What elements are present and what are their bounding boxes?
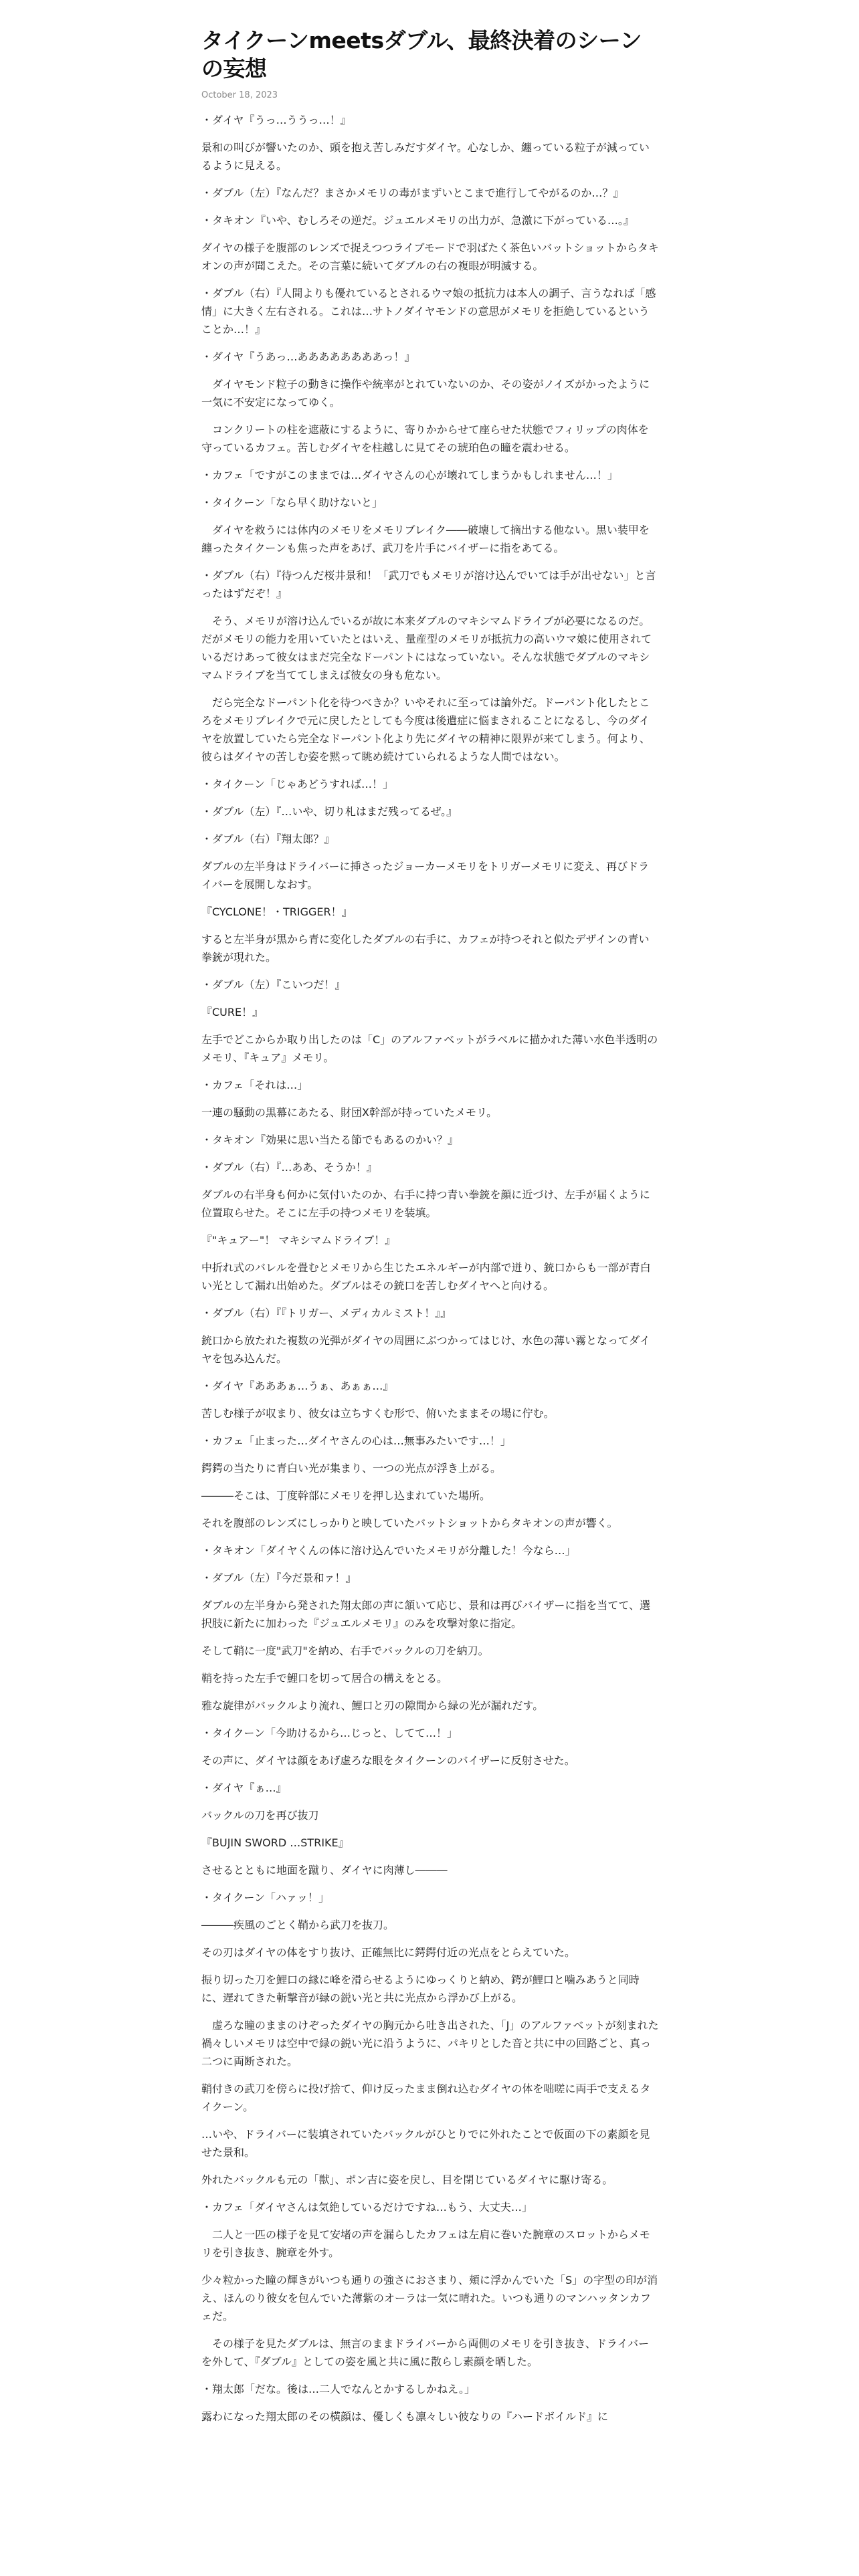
article-paragraph: ・ダブル（右）『…ああ、そうか！』	[201, 1161, 377, 1174]
article-paragraph: 『CURE！』	[201, 1006, 264, 1018]
article-paragraph: ・翔太郎「だな。後は…二人でなんとかするしかねえ。」	[201, 2383, 475, 2395]
article-paragraph: 『BUJIN SWORD …STRIKE』	[201, 1836, 349, 1849]
article-paragraph: 鍔鍔の当たりに青白い光が集まり、一つの光点が浮き上がる。	[201, 1462, 502, 1475]
article-paragraph: ・タキオン『いや、むしろその逆だ。ジュエルメモリの出力が、急激に下がっている…。』	[201, 214, 634, 227]
article-paragraph: ・ダイヤ『ぁ…』	[201, 1782, 287, 1794]
article	[201, 27, 659, 2435]
article-paragraph: ダブルの左半身から発された翔太郎の声に頷いて応じ、景和は再びバイザーに指を当てて、選択肢に新たに加わった『ジュエルメモリ』のみを攻撃対象に指定。	[201, 1599, 651, 1630]
article-paragraph: ・カフェ「ですがこのままでは…ダイヤさんの心が壊れてしまうかもしれません…！」	[201, 469, 618, 481]
article-paragraph: ―――疾風のごとく鞘から武刀を抜刀。	[201, 1919, 395, 1931]
article-paragraph: 中折れ式のバレルを畳むとメモリから生じたエネルギーが内部で迸り、銃口からも一部が青白い光として漏れ出始めた。ダブルはその銃口を苦しむダイヤへと向ける。	[201, 1261, 651, 1292]
article-paragraph: ・タキオン「ダイヤくんの体に溶け込んでいたメモリが分離した！今なら…」	[201, 1544, 576, 1557]
article-paragraph: ・ダブル（右）『待つんだ桜井景和！「武刀でもメモリが溶け込んでいては手が出せない」と言ったはずだぞ！』	[201, 569, 656, 600]
article-paragraph: ダイヤモンド粒子の動きに操作や統率がとれていないのか、その姿がノイズがかったように一気に不安定になってゆく。	[201, 378, 650, 409]
article-paragraph: 虚ろな瞳のままのけぞったダイヤの胸元から吐き出された、「J」のアルファベットが刻まれた禍々しいメモリは空中で緑の鋭い光に沿うように、パキリとした音と共に中の回路ごと、真っ二つに両断された。	[201, 2019, 659, 2068]
article-paragraph: ダブルの左半身はドライバーに挿さったジョーカーメモリをトリガーメモリに変え、再びドライバーを展開しなおす。	[201, 860, 650, 891]
article-paragraph: 苦しむ様子が収まり、彼女は立ちすくむ形で、俯いたままその場に佇む。	[201, 1407, 555, 1420]
article-paragraph: ・ダブル（右）『人間よりも優れているとされるウマ娘の抵抗力は本人の調子、言うなれば「感情」に大きく左右される。これは…サトノダイヤモンドの意思がメモリを拒絶しているということか…！』	[201, 287, 656, 336]
article-paragraph: 鞘を持った左手で鯉口を切って居合の構えをとる。	[201, 1672, 448, 1685]
article-paragraph: 振り切った刀を鯉口の縁に峰を滑らせるようにゆっくりと納め、鍔が鯉口と噛みあうと同時に、遅れてきた斬撃音が緑の鋭い光と共に光点から浮かび上がる。	[201, 1973, 640, 2004]
article-paragraph: ・ダブル（左）『…いや、切り札はまだ残ってるぜ。』	[201, 805, 458, 818]
article-paragraph: ・タイクーン「今助けるから…じっと、してて…！」	[201, 1727, 458, 1739]
article-date: October 18, 2023	[201, 90, 278, 100]
article-paragraph: ・ダイヤ『あああぁ…うぁ、あぁぁ…』	[201, 1380, 394, 1392]
article-paragraph: させるとともに地面を蹴り、ダイヤに肉薄し―――	[201, 1864, 448, 1876]
article-paragraph: 『CYCLONE！・TRIGGER！』	[201, 905, 353, 918]
article-paragraph: ダイヤを救うには体内のメモリをメモリブレイク――破壊して摘出する他ない。黒い装甲を纏ったタイクーンも焦った声をあげ、武刀を片手にバイザーに指をあてる。	[201, 524, 650, 554]
article-paragraph: ダイヤの様子を腹部のレンズで捉えつつライブモードで羽ばたく茶色いバットショットからタキオンの声が聞こえた。その言葉に続いてダブルの右の複眼が明滅する。	[201, 241, 659, 272]
article-paragraph: その刃はダイヤの体をすり抜け、正確無比に鍔鍔付近の光点をとらえていた。	[201, 1946, 576, 1959]
article-paragraph: 少々粒かった瞳の輝きがいつも通りの強さにおさまり、頬に浮かんでいた「S」の字型の印が消え、ほんのり彼女を包んでいた薄紫のオーラは一気に晴れた。いつも通りのマンハッタンカフェだ。	[201, 2274, 658, 2323]
article-paragraph: ・タイクーン「じゃあどうすれば…！」	[201, 778, 394, 790]
article-paragraph: だら完全なドーパント化を待つべきか？いやそれに至っては論外だ。ドーパント化したところをメモリブレイクで元に戻したとしても今度は後遺症に悩まされることになるし、今のダイヤを放置していたら完全なドーパント化より先にダイヤの精神に限界が来てしまう。何より、彼らはダイヤの苦しむ姿を黙って眺め続けていられるような人間ではない。	[201, 696, 650, 763]
article-paragraph: ・ダイヤ『うあっ…ああああああああっ！』	[201, 350, 415, 363]
article-paragraph: 外れたバックルも元の「獣」、ポン吉に姿を戻し、目を閉じているダイヤに駆け寄る。	[201, 2173, 613, 2186]
article-paragraph: 景和の叫びが響いたのか、頭を抱え苦しみだすダイヤ。心なしか、纏っている粒子が減っているように見える。	[201, 141, 650, 172]
article-paragraph: 銃口から放たれた複数の光弾がダイヤの周囲にぶつかってはじけ、水色の薄い霧となってダイヤを包み込んだ。	[201, 1334, 650, 1365]
article-paragraph: ・ダブル（左）『こいつだ！』	[201, 978, 346, 991]
article-paragraph: 鞘付きの武刀を傍らに投げ捨て、仰け反ったまま倒れ込むダイヤの体を咄嗟に両手で支えるタイクーン。	[201, 2082, 651, 2113]
article-paragraph: 雅な旋律がバックルより流れ、鯉口と刃の隙間から緑の光が漏れだす。	[201, 1699, 544, 1712]
article-paragraph: 露わになった翔太郎のその横顔は、優しくも凛々しい彼なりの『ハードボイルド』に	[201, 2410, 609, 2423]
article-paragraph: その声に、ダイヤは顔をあげ虚ろな眼をタイクーンのバイザーに反射させた。	[201, 1754, 575, 1767]
article-body	[201, 111, 659, 2426]
article-paragraph: ・ダイヤ『うっ…ううっ…！』	[201, 114, 351, 126]
article-paragraph: その様子を見たダブルは、無言のままドライバーから両側のメモリを引き抜き、ドライバーを外して、『ダブル』としての姿を風と共に風に散らし素顔を晒した。	[201, 2337, 650, 2368]
article-paragraph: そして鞘に一度"武刀"を納め、右手でバックルの刀を納刀。	[201, 1644, 489, 1657]
article-paragraph: 二人と一匹の様子を見て安堵の声を漏らしたカフェは左肩に巻いた腕章のスロットからメモリを引き抜き、腕章を外す。	[201, 2228, 650, 2259]
article-paragraph: ・タキオン『効果に思い当たる節でもあるのかい？』	[201, 1134, 459, 1146]
article-paragraph: ・ダブル（左）『今だ景和ァ！』	[201, 1572, 357, 1584]
article-paragraph: ダブルの右半身も何かに気付いたのか、右手に持つ青い拳銃を顔に近づけ、左手が届くように位置取らせた。そこに左手の持つメモリを装填。	[201, 1188, 650, 1219]
article-paragraph: ・ダブル（左）『なんだ？まさかメモリの毒がまずいとこまで進行してやがるのか…？』	[201, 187, 624, 199]
article-paragraph: バックルの刀を再び抜刀	[201, 1809, 319, 1822]
article-paragraph: ・タイクーン「ハァッ！」	[201, 1891, 330, 1904]
article-paragraph: それを腹部のレンズにしっかりと映していたバットショットからタキオンの声が響く。	[201, 1517, 618, 1529]
article-paragraph: ―――そこは、丁度幹部にメモリを押し込まれていた場所。	[201, 1489, 491, 1502]
article-paragraph: ・カフェ「止まった…ダイヤさんの心は…無事みたいです…！」	[201, 1434, 511, 1447]
article-paragraph: 『"キュアー"！ マキシマムドライブ！』	[201, 1234, 396, 1247]
article-paragraph: 一連の騒動の黒幕にあたる、財団X幹部が持っていたメモリ。	[201, 1106, 498, 1119]
article-paragraph: ・カフェ「ダイヤさんは気絶しているだけですね…もう、大丈夫…」	[201, 2201, 533, 2214]
article-paragraph: すると左半身が黒から青に変化したダブルの右手に、カフェが持つそれと似たデザインの青い拳銃が現れた。	[201, 933, 650, 964]
article-paragraph: ・カフェ「それは…」	[201, 1079, 308, 1091]
article-paragraph: そう、メモリが溶け込んでいるが故に本来ダブルのマキシマムドライブが必要になるのだ。だがメモリの能力を用いていたとはいえ、量産型のメモリが抵抗力の高いウマ娘に使用されているだけあって彼女はまだ完全なドーパントにはなっていない。そんな状態でダブルのマキシマムドライブを当ててしまえば彼女の身も危ない。	[201, 615, 652, 681]
article-paragraph: ・タイクーン「なら早く助けないと」	[201, 496, 383, 509]
article-paragraph: コンクリートの柱を遮蔽にするように、寄りかからせて座らせた状態でフィリップの肉体を守っているカフェ。苦しむダイヤを柱越しに見てその琥珀色の瞳を震わせる。	[201, 423, 649, 454]
article-title: タイクーンmeetsダブル、最終決着のシーンの妄想	[201, 27, 642, 82]
article-paragraph: ・ダブル（右）『『トリガー、メディカルミスト！』』	[201, 1307, 452, 1319]
article-paragraph: ・ダブル（右）『翔太郎？』	[201, 833, 335, 845]
article-paragraph: 左手でどこからか取り出したのは「C」のアルファベットがラベルに描かれた薄い水色半透明のメモリ、『キュア』メモリ。	[201, 1033, 658, 1064]
article-paragraph: …いや、ドライバーに装填されていたバックルがひとりでに外れたことで仮面の下の素顔を見せた景和。	[201, 2128, 650, 2159]
